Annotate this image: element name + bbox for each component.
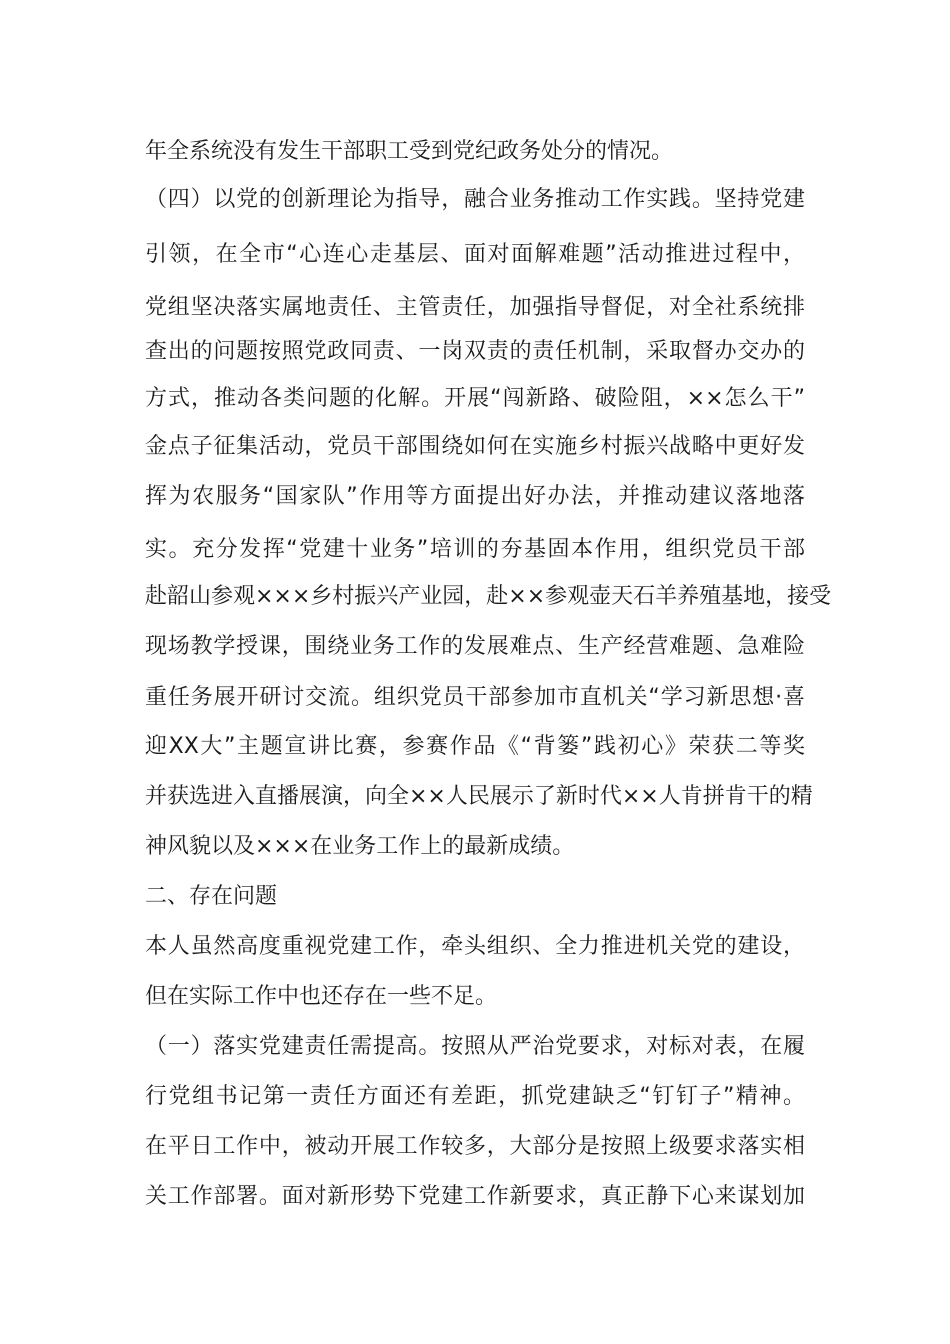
- text-line: 方式，推动各类问题的化解。开展“闯新路、破险阻，××怎么干”: [145, 386, 805, 411]
- text-line: 行党组书记第一责任方面还有差距，抓党建缺乏“钉钉子”精神。: [145, 1084, 805, 1109]
- text-line: 引领，在全市“心连心走基层、面对面解难题”活动推进过程中，: [145, 242, 805, 267]
- text-line: 年全系统没有发生干部职工受到党纪政务处分的情况。: [145, 139, 674, 164]
- section-heading: 二、存在问题: [145, 884, 278, 909]
- text-line: 党组坚决落实属地责任、主管责任，加强指导督促，对全社系统排: [145, 295, 805, 320]
- text-line: 赴韶山参观×××乡村振兴产业园，赴××参观壶天石羊养殖基地，接受: [145, 584, 832, 609]
- text-line: 并获选进入直播展演，向全××人民展示了新时代××人肯拼肯干的精: [145, 784, 813, 809]
- text-line: 现场教学授课，围绕业务工作的发展难点、生产经营难题、急难险: [145, 634, 805, 659]
- text-line: 关工作部署。面对新形势下党建工作新要求，真正静下心来谋划加: [145, 1184, 805, 1209]
- text-line: 挥为农服务“国家队”作用等方面提出好办法，并推动建议落地落: [145, 484, 805, 509]
- text-line: 本人虽然高度重视党建工作，牵头组织、全力推进机关党的建设，: [145, 934, 805, 959]
- text-line: 重任务展开研讨交流。组织党员干部参加市直机关“学习新思想·喜: [145, 685, 805, 710]
- text-line: （一）落实党建责任需提高。按照从严治党要求，对标对表，在履: [145, 1034, 805, 1059]
- text-line: 在平日工作中，被动开展工作较多，大部分是按照上级要求落实相: [145, 1134, 805, 1159]
- text-line: 金点子征集活动，党员干部围绕如何在实施乡村振兴战略中更好发: [145, 434, 805, 459]
- text-line: 实。充分发挥“党建十业务”培训的夯基固本作用，组织党员干部: [145, 537, 805, 562]
- text-line: 查出的问题按照党政同责、一岗双责的责任机制，采取督办交办的: [145, 339, 805, 364]
- text-line: 但在实际工作中也还存在一些不足。: [145, 984, 498, 1009]
- text-line: 神风貌以及×××在业务工作上的最新成绩。: [145, 834, 575, 859]
- text-line: 迎XX大”主题宣讲比赛，参赛作品《“背篓”践初心》荣获二等奖: [145, 734, 805, 759]
- text-line: （四）以党的创新理论为指导，融合业务推动工作实践。坚持党建: [145, 187, 805, 212]
